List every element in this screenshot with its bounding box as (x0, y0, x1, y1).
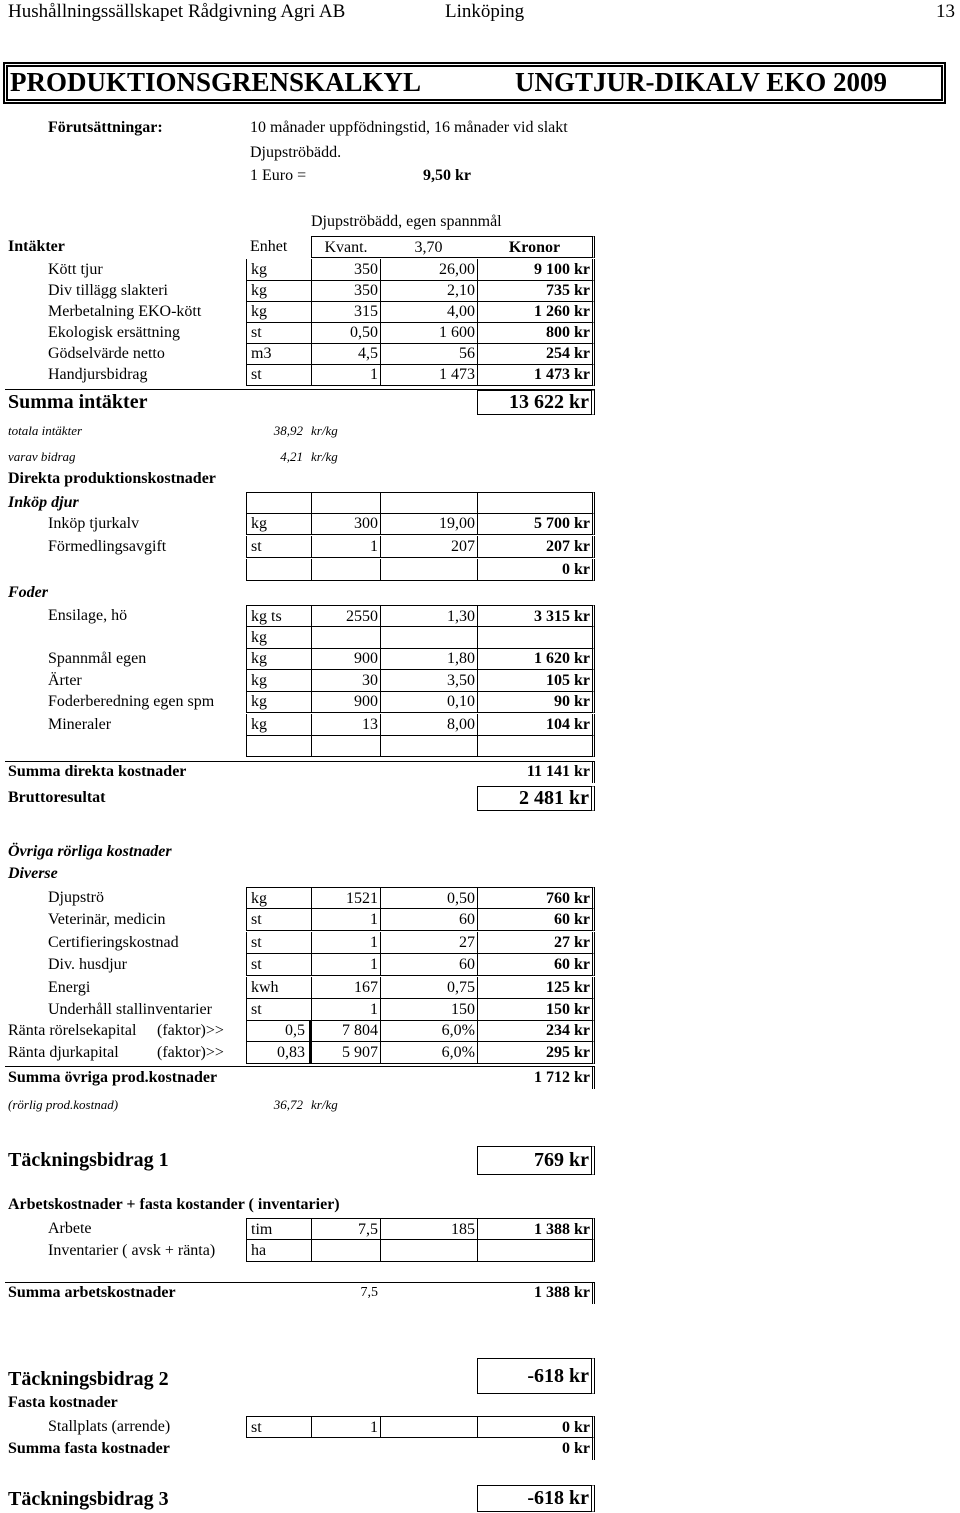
row-quantity: 900 (311, 691, 380, 713)
row-price: 60 (380, 909, 477, 931)
row-unit: kg (246, 280, 311, 302)
row-item: Div tillägg slakteri (48, 282, 168, 299)
row-amount (477, 627, 595, 649)
row-amount: 125 kr (477, 977, 595, 999)
row-item: Mineraler (48, 716, 112, 733)
row-item: Ränta rörelsekapital (8, 1022, 137, 1039)
row-quantity: 1 (311, 954, 380, 976)
contribution-1-value: 769 kr (477, 1146, 595, 1175)
row-unit: kg (246, 670, 311, 692)
row-price (380, 627, 477, 649)
row-unit: st (246, 1416, 311, 1438)
summary-row (0, 1438, 600, 1460)
row-price (380, 1416, 477, 1438)
row-quantity: 167 (311, 977, 380, 999)
row-amount: 234 kr (477, 1020, 595, 1042)
contribution-2-value: -618 kr (477, 1358, 595, 1394)
row-amount: 735 kr (477, 280, 595, 302)
row-item: Certifieringskostnad (48, 934, 179, 951)
row-quantity (311, 1240, 380, 1262)
row-unit: kg (246, 714, 311, 736)
row-price: 4,00 (380, 301, 477, 323)
empty-cell (246, 735, 311, 757)
row-amount: 1 620 kr (477, 648, 595, 670)
gross-result-value: 2 481 kr (477, 786, 595, 811)
empty-cell (380, 735, 477, 757)
row-item: Djupströ (48, 889, 104, 906)
column-unit: Enhet (250, 238, 288, 255)
row-unit: st (246, 932, 311, 954)
row-quantity (311, 559, 380, 581)
row-item: Spannmål egen (48, 650, 147, 667)
row-amount: 207 kr (477, 536, 595, 558)
prerequisites-label: Förutsättningar: (48, 119, 163, 136)
row-unit: kg ts (246, 605, 311, 627)
contribution-3-label: Täckningsbidrag 3 (8, 1488, 169, 1510)
row-amount: 60 kr (477, 909, 595, 931)
city-name: Linköping (445, 1, 525, 22)
table-row (0, 559, 600, 581)
row-quantity: 30 (311, 670, 380, 692)
gross-result-label: Bruttoresultat (8, 789, 106, 806)
row-price: 0,10 (380, 691, 477, 713)
row-quantity: 900 (311, 648, 380, 670)
table-row (0, 322, 600, 344)
row-amount: 60 kr (477, 954, 595, 976)
row-quantity: 350 (311, 280, 380, 302)
row-price: 150 (380, 999, 477, 1021)
row-item: Gödselvärde netto (48, 345, 165, 362)
row-price: 1 600 (380, 322, 477, 344)
row-item: Underhåll stallinventarier (48, 1001, 212, 1018)
row-amount: 27 kr (477, 932, 595, 954)
row-quantity: 4,5 (311, 343, 380, 365)
row-quantity: 1 (311, 364, 380, 386)
row-price: 27 (380, 932, 477, 954)
row-unit: kg (246, 259, 311, 281)
row-unit: kg (246, 648, 311, 670)
table-row (0, 691, 600, 713)
row-amount: 90 kr (477, 691, 595, 713)
row-amount: 0 kr (477, 559, 595, 581)
animals-heading: Inköp djur (8, 494, 79, 511)
row-quantity: 1521 (311, 887, 380, 909)
row-price: 207 (380, 536, 477, 558)
row-quantity: 300 (311, 513, 380, 535)
table-row (0, 301, 600, 323)
other-variable-total-value: 1 712 kr (477, 1067, 595, 1089)
row-unit: kg (246, 691, 311, 713)
row-price: 1,80 (380, 648, 477, 670)
row-price: 1 473 (380, 364, 477, 386)
row-price: 0,75 (380, 977, 477, 999)
page-number: 13 (936, 1, 955, 22)
row-price: 19,00 (380, 513, 477, 535)
row-quantity: 1 (311, 999, 380, 1021)
other-variable-total-label: Summa övriga prod.kostnader (8, 1069, 218, 1086)
empty-cell (477, 492, 595, 514)
row-amount: 3 315 kr (477, 605, 595, 627)
row-quantity: 7 804 (311, 1020, 380, 1042)
row-price: 1,30 (380, 605, 477, 627)
table-row (0, 513, 600, 535)
table-row (0, 536, 600, 558)
empty-cell (311, 735, 380, 757)
contribution-1-label: Täckningsbidrag 1 (8, 1149, 169, 1171)
income-header-row (0, 236, 600, 258)
labour-total-label: Summa arbetskostnader (8, 1284, 176, 1301)
row-item: Inventarier ( avsk + ränta) (48, 1242, 216, 1259)
table-row (0, 909, 600, 931)
summary-row (0, 761, 600, 783)
prerequisites-line-1: 10 månader uppfödningstid, 16 månader vid slakt (250, 119, 568, 136)
row-amount: 104 kr (477, 714, 595, 736)
row-item: Merbetalning EKO-kött (48, 303, 202, 320)
row-amount (477, 1240, 595, 1262)
variable-per-kg-label: (rörlig prod.kostnad) (8, 1097, 119, 1112)
contribution-3-value: -618 kr (477, 1485, 595, 1512)
row-price: 2,10 (380, 280, 477, 302)
row-unit: kg (246, 513, 311, 535)
row-unit: st (246, 536, 311, 558)
row-quantity: 13 (311, 714, 380, 736)
row-item: Inköp tjurkalv (48, 515, 140, 532)
fixed-costs-total-value: 0 kr (477, 1438, 595, 1460)
row-price: 185 (380, 1218, 477, 1240)
direct-costs-heading: Direkta produktionskostnader (8, 470, 216, 487)
page-title: PRODUKTIONSGRENSKALKYL (10, 67, 422, 97)
row-item: Foderberedning egen spm (48, 693, 215, 710)
column-quantity: Kvant. (311, 236, 380, 258)
row-unit: st (246, 954, 311, 976)
row-unit: kwh (246, 977, 311, 999)
row-unit: kg (246, 887, 311, 909)
fixed-costs-total-label: Summa fasta kostnader (8, 1440, 170, 1457)
row-quantity (311, 627, 380, 649)
row-amount: 9 100 kr (477, 259, 595, 281)
row-unit: m3 (246, 343, 311, 365)
row-quantity: 1 (311, 909, 380, 931)
table-row (0, 280, 600, 302)
table-row (0, 954, 600, 976)
subsidy-per-kg-label: varav bidrag (8, 449, 76, 464)
row-item: Kött tjur (48, 261, 103, 278)
row-unit: kg (246, 301, 311, 323)
variable-per-kg-value: 36,72 (273, 1097, 303, 1112)
row-quantity: 5 907 (311, 1042, 380, 1064)
row-amount: 1 473 kr (477, 364, 595, 386)
row-item: Veterinär, medicin (48, 911, 166, 928)
row-unit: st (246, 909, 311, 931)
table-row (0, 999, 600, 1021)
row-quantity: 0,50 (311, 322, 380, 344)
table-row (0, 605, 600, 627)
row-amount: 0 kr (477, 1416, 595, 1438)
row-unit: ha (246, 1240, 311, 1262)
row-item: Ekologisk ersättning (48, 324, 180, 341)
table-row (0, 887, 600, 909)
row-amount: 295 kr (477, 1042, 595, 1064)
row-amount: 800 kr (477, 322, 595, 344)
table-row (0, 364, 600, 386)
subsidy-per-kg-value: 4,21 (280, 449, 303, 464)
income-total-label: Summa intäkter (8, 391, 148, 413)
row-amount: 760 kr (477, 887, 595, 909)
row-item: Energi (48, 979, 91, 996)
row-quantity: 1 (311, 932, 380, 954)
table-row (0, 343, 600, 365)
labour-total-value: 1 388 kr (477, 1282, 595, 1304)
group-heading-row (0, 492, 600, 514)
contribution-2-label: Täckningsbidrag 2 (8, 1368, 169, 1390)
row-note: (faktor)>> (157, 1044, 224, 1061)
misc-heading: Diverse (8, 865, 58, 882)
variable-per-kg-unit: kr/kg (311, 1097, 338, 1112)
row-unit: tim (246, 1218, 311, 1240)
row-price (380, 559, 477, 581)
income-heading: Intäkter (8, 238, 65, 255)
column-amount: Kronor (477, 236, 595, 258)
empty-cell (380, 492, 477, 514)
row-price: 3,50 (380, 670, 477, 692)
row-factor: 0,83 (246, 1042, 311, 1064)
prerequisites-line-2: Djupströbädd. (250, 144, 342, 161)
row-quantity: 350 (311, 259, 380, 281)
row-item: Ärter (48, 672, 82, 689)
row-amount: 5 700 kr (477, 513, 595, 535)
empty-cell (477, 735, 595, 757)
row-price: 6,0% (380, 1042, 477, 1064)
row-factor: 0,5 (246, 1020, 311, 1042)
organization-name: Hushållningssällskapet Rådgivning Agri AB (8, 1, 346, 22)
table-row (0, 1416, 600, 1438)
column-price: 3,70 (380, 236, 477, 258)
row-price: 60 (380, 954, 477, 976)
empty-cell (246, 492, 311, 514)
feed-heading: Foder (8, 584, 48, 601)
row-price (380, 1240, 477, 1262)
row-item: Div. husdjur (48, 956, 127, 973)
row-item: Arbete (48, 1220, 92, 1237)
interest-row (0, 1020, 600, 1042)
other-variable-heading: Övriga rörliga kostnader (8, 843, 172, 860)
row-quantity: 315 (311, 301, 380, 323)
row-amount: 254 kr (477, 343, 595, 365)
interest-row (0, 1042, 600, 1064)
euro-rate-value: 9,50 kr (423, 167, 471, 184)
table-row (0, 648, 600, 670)
table-row (0, 1240, 600, 1262)
table-row (0, 627, 600, 649)
row-amount: 150 kr (477, 999, 595, 1021)
total-per-kg-label: totala intäkter (8, 423, 83, 438)
labour-total-quantity: 7,5 (360, 1285, 378, 1300)
row-amount: 1 260 kr (477, 301, 595, 323)
row-quantity: 2550 (311, 605, 380, 627)
table-row (0, 977, 600, 999)
row-unit: st (246, 999, 311, 1021)
row-quantity: 7,5 (311, 1218, 380, 1240)
empty-table-row (0, 735, 600, 757)
row-amount: 105 kr (477, 670, 595, 692)
subsidy-per-kg-unit: kr/kg (311, 449, 338, 464)
empty-cell (311, 492, 380, 514)
row-price: 0,50 (380, 887, 477, 909)
row-price: 8,00 (380, 714, 477, 736)
direct-costs-total-value: 11 141 kr (477, 761, 595, 783)
row-item: Stallplats (arrende) (48, 1418, 171, 1435)
row-price: 26,00 (380, 259, 477, 281)
row-unit: kg (246, 627, 311, 649)
row-item: Handjursbidrag (48, 366, 148, 383)
summary-row (0, 1282, 600, 1304)
table-row (0, 670, 600, 692)
row-price: 6,0% (380, 1020, 477, 1042)
variant-label: Djupströbädd, egen spannmål (311, 213, 502, 230)
row-item: Förmedlingsavgift (48, 538, 167, 555)
total-per-kg-unit: kr/kg (311, 423, 338, 438)
total-per-kg-value: 38,92 (273, 423, 303, 438)
table-row (0, 1218, 600, 1240)
summary-row (0, 1067, 600, 1089)
labour-heading: Arbetskostnader + fasta kostander ( inventarier) (8, 1196, 340, 1213)
row-unit: st (246, 322, 311, 344)
row-amount: 1 388 kr (477, 1218, 595, 1240)
euro-rate-label: 1 Euro = (250, 167, 307, 184)
row-unit (246, 559, 311, 581)
row-item: Ensilage, hö (48, 607, 128, 624)
direct-costs-total-label: Summa direkta kostnader (8, 763, 187, 780)
table-row (0, 932, 600, 954)
income-total-value: 13 622 kr (477, 390, 595, 415)
table-row (0, 714, 600, 736)
table-row (0, 259, 600, 281)
row-note: (faktor)>> (157, 1022, 224, 1039)
row-price: 56 (380, 343, 477, 365)
page-subtitle: UNGTJUR-DIKALV EKO 2009 (515, 67, 888, 97)
row-quantity: 1 (311, 536, 380, 558)
fixed-costs-heading: Fasta kostnader (8, 1394, 118, 1411)
row-unit: st (246, 364, 311, 386)
row-quantity: 1 (311, 1416, 380, 1438)
row-item: Ränta djurkapital (8, 1044, 119, 1061)
